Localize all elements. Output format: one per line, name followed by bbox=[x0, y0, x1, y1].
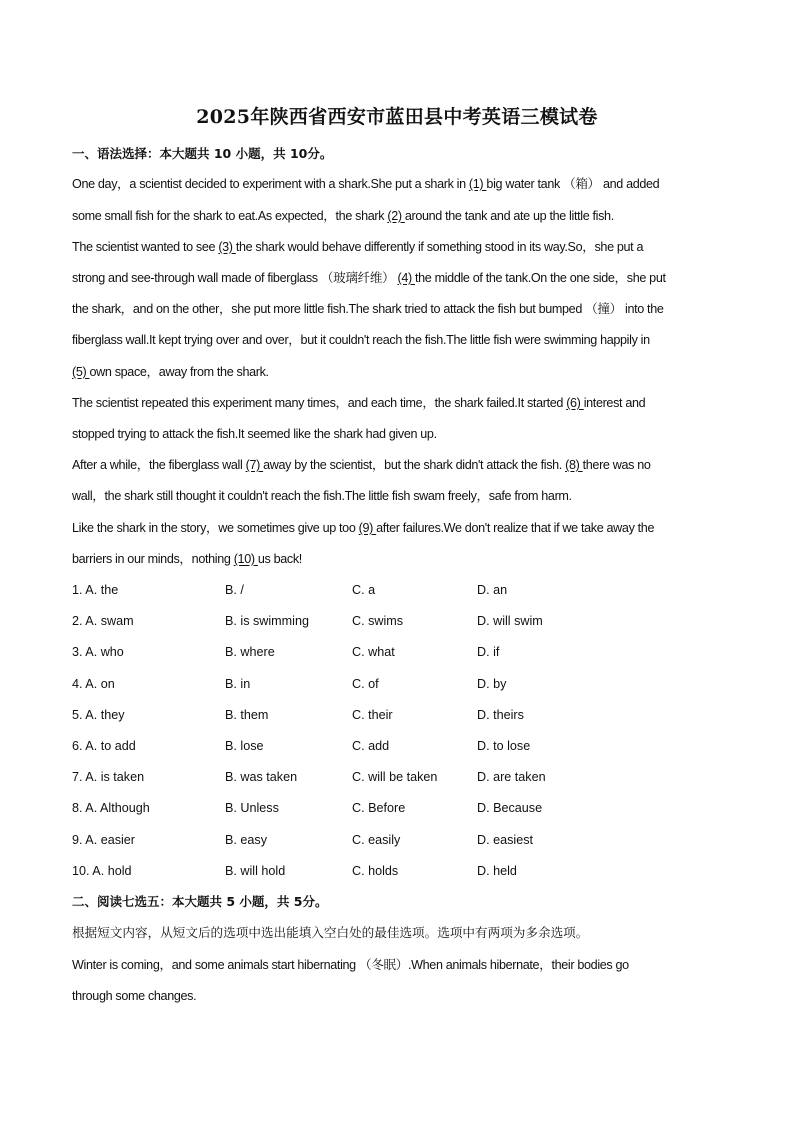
option-c: C. will be taken bbox=[352, 770, 438, 784]
passage-text: wall，the shark still thought it couldn't reach the fish.The little fish swam freely，safe from harm. bbox=[72, 489, 572, 503]
passage-text: the middle of the tank.On the one side，she put bbox=[414, 271, 666, 285]
blank-2: (2) bbox=[387, 209, 405, 223]
option-b: B. will hold bbox=[225, 864, 286, 878]
passage-line bbox=[72, 425, 722, 443]
option-c: C. easily bbox=[352, 833, 401, 847]
blank-4: (4) bbox=[397, 271, 415, 285]
passage-text: stopped trying to attack the fish.It seemed like the shark had given up. bbox=[72, 427, 437, 441]
option-b: B. was taken bbox=[225, 770, 298, 784]
blank-5: (5) bbox=[72, 365, 90, 379]
blank-7: (7) bbox=[245, 458, 264, 472]
question-options-2 bbox=[72, 612, 722, 630]
passage-line bbox=[72, 175, 722, 193]
option-b: B. where bbox=[225, 645, 275, 659]
question-options-6 bbox=[72, 737, 722, 755]
passage-line bbox=[72, 207, 722, 225]
blank-6: (6) bbox=[566, 396, 584, 410]
passage-line: through some changes. bbox=[72, 989, 197, 1003]
section-2-instruction: 根据短文内容，从短文后的选项中选出能填入空白处的最佳选项。选项中有两项为多余选项。 bbox=[72, 925, 589, 940]
option-a: 10. A. hold bbox=[72, 864, 132, 878]
passage-line bbox=[72, 519, 722, 537]
passage-text: After a while，the fiberglass wall bbox=[72, 458, 246, 472]
blank-8: (8) bbox=[565, 458, 583, 472]
option-b: B. easy bbox=[225, 833, 267, 847]
blank-9: (9) bbox=[358, 521, 377, 535]
option-c: C. of bbox=[352, 677, 379, 691]
option-d: D. will swim bbox=[477, 614, 543, 628]
question-options-1 bbox=[72, 581, 722, 599]
question-options-5 bbox=[72, 706, 722, 724]
option-d: D. to lose bbox=[477, 739, 531, 753]
page-title: 2025年陕西省西安市蓝田县中考英语三模试卷 bbox=[196, 106, 598, 128]
option-c: C. what bbox=[352, 645, 395, 659]
passage-line bbox=[72, 394, 722, 412]
passage-text: away by the scientist，but the shark didn't attack the fish. bbox=[263, 458, 566, 472]
option-b: B. Unless bbox=[225, 801, 279, 815]
passage-text: strong and see-through wall made of fiberglass （玻璃纤维） bbox=[72, 271, 398, 285]
passage-text: the shark，and on the other，she put more little fish.The shark tried to attack the fish but bumped （撞） into the bbox=[72, 302, 664, 316]
passage-text: barriers in our minds，nothing bbox=[72, 552, 234, 566]
option-d: D. easiest bbox=[477, 833, 533, 847]
option-d: D. theirs bbox=[477, 708, 524, 722]
option-c: C. Before bbox=[352, 801, 406, 815]
passage-line bbox=[72, 331, 722, 349]
option-b: B. them bbox=[225, 708, 269, 722]
passage-line bbox=[72, 300, 722, 318]
passage-line bbox=[72, 363, 722, 381]
option-d: D. if bbox=[477, 645, 500, 659]
passage-text: One day，a scientist decided to experiment with a shark.She put a shark in bbox=[72, 177, 469, 191]
option-c: C. their bbox=[352, 708, 393, 722]
question-options-4 bbox=[72, 675, 722, 693]
question-options-3 bbox=[72, 643, 722, 661]
option-a: 2. A. swam bbox=[72, 614, 134, 628]
passage-text: us back! bbox=[257, 552, 302, 566]
option-a: 3. A. who bbox=[72, 645, 124, 659]
question-options-8 bbox=[72, 799, 722, 817]
passage-text: interest and bbox=[583, 396, 646, 410]
option-b: B. is swimming bbox=[225, 614, 309, 628]
passage-line: Winter is coming，and some animals start hibernating （冬眠）.When animals hibernate，their bodies go bbox=[72, 958, 629, 972]
option-a: 4. A. on bbox=[72, 677, 115, 691]
passage-line bbox=[72, 269, 722, 287]
passage-text: there was no bbox=[582, 458, 651, 472]
passage-text: the shark would behave differently if something stood in its way.So，she put a bbox=[235, 240, 644, 254]
passage-line bbox=[72, 550, 722, 568]
option-b: B. lose bbox=[225, 739, 264, 753]
option-d: D. by bbox=[477, 677, 507, 691]
passage-line bbox=[72, 238, 722, 256]
passage-text: own space，away from the shark. bbox=[89, 365, 269, 379]
passage-line bbox=[72, 456, 722, 474]
option-a: 1. A. the bbox=[72, 583, 119, 597]
blank-3: (3) bbox=[218, 240, 236, 254]
option-a: 6. A. to add bbox=[72, 739, 136, 753]
blank-10: (10) bbox=[233, 552, 258, 566]
option-c: C. add bbox=[352, 739, 390, 753]
question-options-10 bbox=[72, 862, 722, 880]
passage-text: after failures.We don't realize that if we take away the bbox=[376, 521, 655, 535]
passage-line bbox=[72, 487, 722, 505]
option-b: B. / bbox=[225, 583, 244, 597]
blank-1: (1) bbox=[468, 177, 487, 191]
option-d: D. Because bbox=[477, 801, 543, 815]
option-a: 5. A. they bbox=[72, 708, 125, 722]
option-d: D. held bbox=[477, 864, 517, 878]
section-1-heading: 一、语法选择：本大题共 10 小题，共 10分。 bbox=[72, 146, 333, 161]
option-c: C. a bbox=[352, 583, 376, 597]
option-d: D. are taken bbox=[477, 770, 546, 784]
question-options-7 bbox=[72, 768, 722, 786]
section-2-heading: 二、阅读七选五：本大题共 5 小题，共 5分。 bbox=[72, 894, 328, 909]
passage-text: big water tank （箱） and added bbox=[486, 177, 660, 191]
option-d: D. an bbox=[477, 583, 508, 597]
passage-text: Like the shark in the story，we sometimes give up too bbox=[72, 521, 359, 535]
option-c: C. holds bbox=[352, 864, 399, 878]
passage-text: The scientist wanted to see bbox=[72, 240, 219, 254]
option-b: B. in bbox=[225, 677, 251, 691]
question-options-9 bbox=[72, 831, 722, 849]
passage-text: some small fish for the shark to eat.As expected，the shark bbox=[72, 209, 388, 223]
option-a: 8. A. Although bbox=[72, 801, 150, 815]
passage-text: The scientist repeated this experiment many times，and each time，the shark failed.It started bbox=[72, 396, 567, 410]
option-c: C. swims bbox=[352, 614, 404, 628]
option-a: 9. A. easier bbox=[72, 833, 136, 847]
passage-text: fiberglass wall.It kept trying over and over，but it couldn't reach the fish.The little fish were swimming happily in bbox=[72, 333, 650, 347]
passage-text: around the tank and ate up the little fish. bbox=[404, 209, 614, 223]
option-a: 7. A. is taken bbox=[72, 770, 145, 784]
